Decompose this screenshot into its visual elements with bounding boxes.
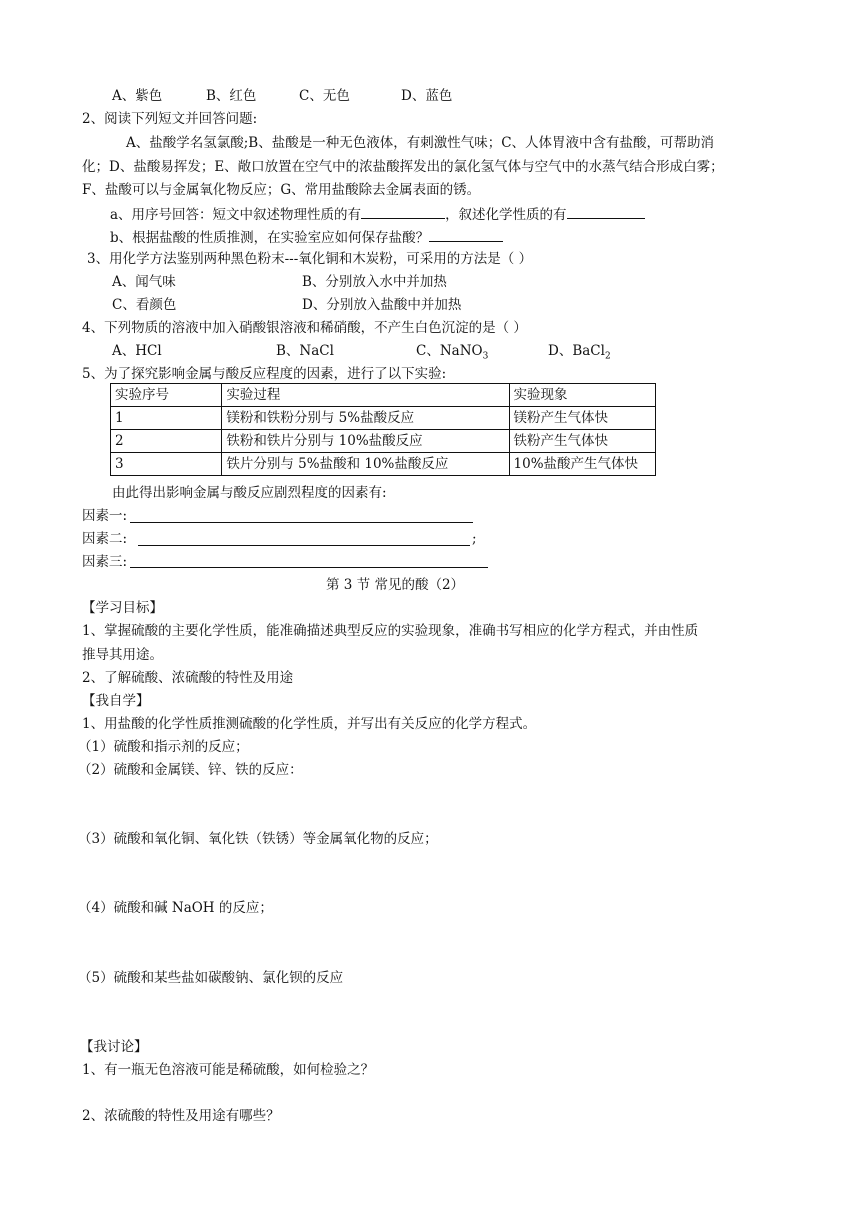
self-study-item: （5）硫酸和某些盐如碳酸钠、氯化钡的反应 — [78, 970, 344, 986]
q4-option-c-subscript: 3 — [482, 351, 489, 362]
experiment-table — [110, 383, 656, 476]
table-header-row — [111, 384, 656, 407]
self-study-item: （2）硫酸和金属镁、锌、铁的反应： — [78, 762, 303, 778]
self-study-item: （4）硫酸和碱 NaOH 的反应； — [78, 900, 273, 916]
q4-option-c-text: C、NaNO — [416, 343, 483, 359]
q4-option-d — [548, 342, 611, 360]
q2-sub-a-text2: ，叙述化学性质的有 — [445, 207, 567, 223]
table-cell: 1 — [111, 407, 222, 430]
q3-option-d: D、分别放入盐酸中并加热 — [302, 297, 462, 313]
q2-passage-line1: A、盐酸学名氢氯酸;B、盐酸是一种无色液体，有刺激性气味；C、人体胃液中含有盐酸，可帮助消 — [126, 135, 715, 151]
q3-title: 3、用化学方法鉴别两种黑色粉末---氧化铜和木炭粉，可采用的方法是（ ） — [87, 251, 533, 267]
table-cell: 2 — [111, 430, 222, 453]
table-cell: 铁片分别与 5%盐酸和 10%盐酸反应 — [222, 453, 509, 476]
table-row — [111, 430, 656, 453]
goal-item2: 2、了解硫酸、浓硫酸的特性及用途 — [82, 670, 294, 686]
self-study-heading: 【我自学】 — [82, 693, 150, 709]
table-header-cell: 实验过程 — [222, 384, 509, 407]
goal-item1-line1: 1、掌握硫酸的主要化学性质，能准确描述典型反应的实验现象，准确书写相应的化学方程式，并由性质 — [82, 623, 699, 639]
factor3-label: 因素三: — [82, 554, 128, 570]
q4-option-b: B、NaCl — [276, 343, 334, 359]
factor1-label: 因素一: — [82, 508, 128, 524]
self-study-item: （1）硫酸和指示剂的反应； — [78, 739, 249, 755]
discuss-question-1: 1、有一瓶无色溶液可能是稀硫酸，如何检验之？ — [82, 1062, 375, 1078]
q4-title: 4、下列物质的溶液中加入硝酸银溶液和稀硝酸，不产生白色沉淀的是（ ） — [82, 320, 527, 336]
factor3-blank[interactable] — [130, 567, 488, 568]
q2-sub-a-text1: a、用序号回答：短文中叙述物理性质的有 — [110, 207, 362, 223]
q4-option-d-text: D、BaCl — [548, 343, 605, 359]
factor2-label: 因素二: — [82, 531, 128, 547]
q3-option-a: A、闻气味 — [112, 274, 176, 290]
goal-item1-line2: 推导其用途。 — [82, 647, 163, 663]
q2-physical-blank[interactable] — [361, 204, 445, 219]
table-cell: 铁粉产生气体快 — [509, 430, 655, 453]
q5-title: 5、为了探究影响金属与酸反应程度的因素，进行了以下实验: — [82, 366, 447, 382]
q2-sub-a — [110, 204, 645, 224]
table-cell: 镁粉产生气体快 — [509, 407, 655, 430]
self-study-intro: 1、用盐酸的化学性质推测硫酸的化学性质，并写出有关反应的化学方程式。 — [82, 716, 537, 732]
q1-option-b: B、红色 — [206, 88, 257, 104]
q4-option-c — [416, 342, 488, 360]
table-cell: 10%盐酸产生气体快 — [509, 453, 655, 476]
q1-option-c: C、无色 — [299, 88, 350, 104]
goals-heading: 【学习目标】 — [82, 600, 163, 616]
table-header-cell: 实验现象 — [509, 384, 655, 407]
self-study-item: （3）硫酸和氧化铜、氧化铁（铁锈）等金属氧化物的反应； — [78, 831, 438, 847]
q4-option-a: A、HCl — [112, 343, 162, 359]
q4-option-d-subscript: 2 — [604, 351, 611, 362]
discuss-question-2: 2、浓硫酸的特性及用途有哪些？ — [82, 1108, 280, 1124]
q2-passage-line3: F、盐酸可以与金属氧化物反应；G、常用盐酸除去金属表面的锈。 — [82, 182, 481, 198]
q2-sub-b — [110, 227, 503, 247]
q1-option-d: D、蓝色 — [401, 88, 453, 104]
q3-option-b: B、分别放入水中并加热 — [302, 274, 447, 290]
q3-option-c: C、看颜色 — [112, 297, 177, 313]
factor1-blank[interactable] — [130, 522, 473, 523]
q2-storage-blank[interactable] — [429, 227, 503, 242]
discuss-heading: 【我讨论】 — [80, 1039, 148, 1055]
table-cell: 镁粉和铁粉分别与 5%盐酸反应 — [222, 407, 509, 430]
q5-conclusion: 由此得出影响金属与酸反应剧烈程度的因素有: — [112, 485, 387, 501]
section-title: 第 3 节 常见的酸（2） — [326, 577, 465, 593]
q2-sub-b-text: b、根据盐酸的性质推测，在实验室应如何保存盐酸？ — [110, 230, 430, 246]
table-row — [111, 407, 656, 430]
q2-passage-line2: 化；D、盐酸易挥发；E、敞口放置在空气中的浓盐酸挥发出的氯化氢气体与空气中的水蒸气结合形成白雾； — [82, 159, 724, 175]
factor2-end: ; — [472, 531, 477, 547]
factor2-blank[interactable] — [138, 545, 470, 546]
table-cell: 铁粉和铁片分别与 10%盐酸反应 — [222, 430, 509, 453]
table-cell: 3 — [111, 453, 222, 476]
q2-title: 2、阅读下列短文并回答问题: — [82, 111, 258, 127]
q1-option-a: A、紫色 — [112, 88, 163, 104]
table-header-cell: 实验序号 — [111, 384, 222, 407]
table-row — [111, 453, 656, 476]
q2-chemical-blank[interactable] — [567, 204, 645, 219]
